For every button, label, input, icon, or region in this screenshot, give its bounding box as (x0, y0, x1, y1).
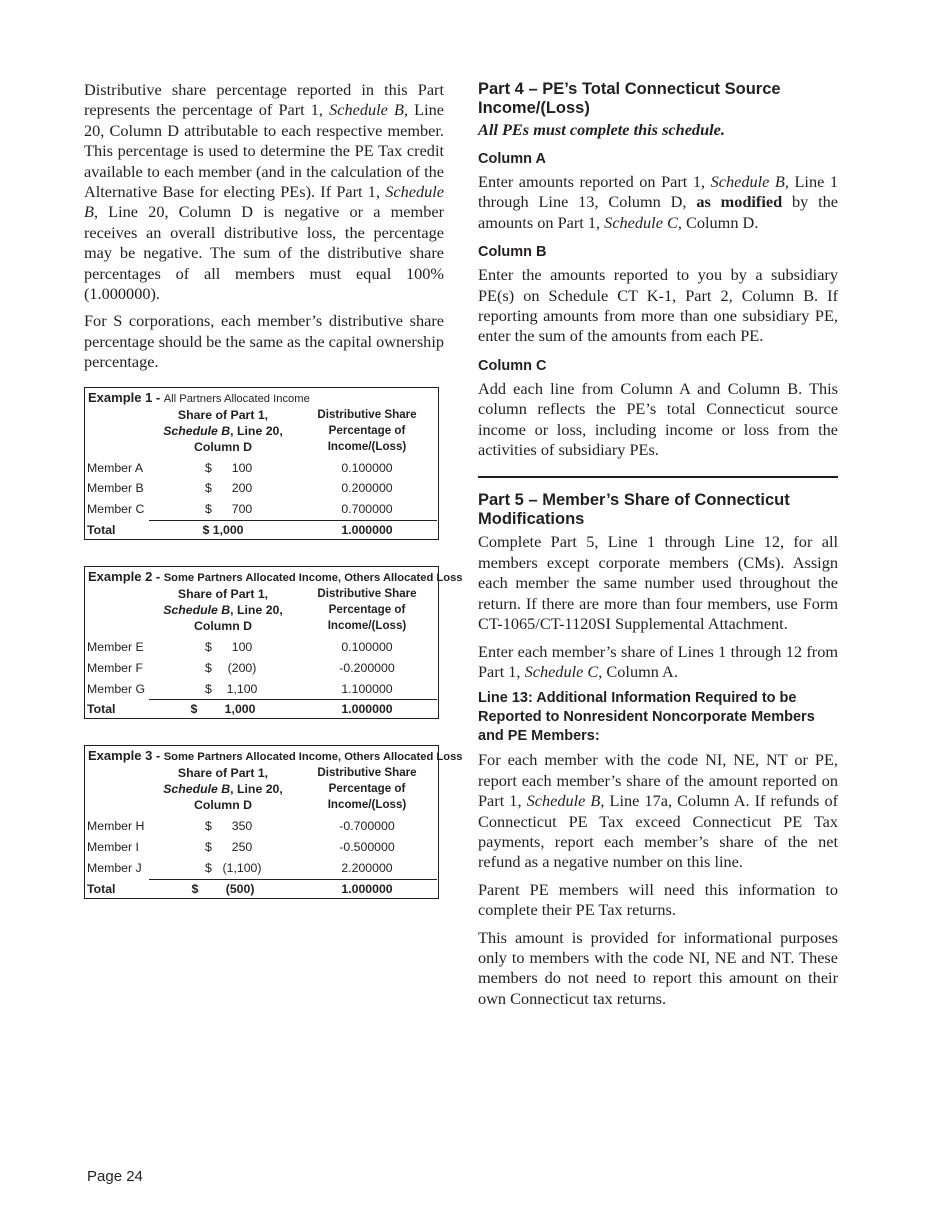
column-c-text: Add each line from Column A and Column B. This column reflects the PE’s total Connecticut source income or loss, including income or loss from the activities of subsidiary PEs. (478, 378, 838, 460)
part-5-heading: Part 5 – Member’s Share of Connecticut Modifications (478, 491, 790, 529)
right-column (478, 80, 838, 1016)
line-13-heading: Line 13: Additional Information Required to be Reported to Nonresident Noncorporate Members and PE Members: (478, 690, 815, 745)
table-header: Share of Part 1, Schedule B, Line 20, Column D Distributive Share Percentage of Income/(Loss) (163, 587, 417, 634)
column-b-heading: Column B (478, 244, 547, 261)
example-title: Example 1 - All Partners Allocated Income (88, 389, 310, 405)
page-number: Page 24 (87, 1168, 143, 1185)
left-column (84, 80, 463, 925)
table-total-row: Total $ 1,000 1.000000 (85, 520, 438, 539)
table-header: Share of Part 1, Schedule B, Line 20, Column D Distributive Share Percentage of Income/(Loss) (163, 407, 417, 454)
column-a-heading: Column A (478, 151, 546, 167)
line-13-paragraph-2: Parent PE members will need this information to complete their PE Tax returns. (478, 879, 838, 920)
part-5-paragraph-2: Enter each member’s share of Lines 1 through 12 from Part 1, Schedule C, Column A. (478, 641, 838, 681)
table-total-row: Total $ 1,000 1.000000 (85, 699, 438, 718)
table-row: Member G $ 1,100 1.100000 (87, 681, 393, 696)
example-title: Example 3 - Some Partners Allocated Income, Others Allocated Loss (88, 748, 463, 764)
section-divider (478, 476, 838, 478)
distributive-share-paragraph: Distributive share percentage reported in this Part represents the percentage of Part 1, Schedule B, Line 20, Column D attributable to each respective member. This percentage is used to determine the PE Tax credit available to each member (and in the calculation of the Alternative Base for electing PEs). If Part 1, Schedule B, Line 20, Column D is negative or a member receives an overall distributive loss, the percentage may be negative. The sum of the distributive share percentages of all members must equal 100% (1.000000). (84, 80, 445, 304)
table-header: Share of Part 1, Schedule B, Line 20, Column D Distributive Share Percentage of Income/(Loss) (163, 766, 417, 813)
part-5-paragraph-1: Complete Part 5, Line 1 through Line 12, for all members except corporate members (CMs). Assign each member the same number used throughout the return. If there are more than four members, use Form CT-1065/CT-1120SI Supplemental Attachment. (478, 532, 838, 634)
part-4-note: All PEs must complete this schedule. (478, 120, 725, 139)
table-row: Member E $ 100 0.100000 (87, 640, 393, 655)
table-row: Member J $ (1,100) 2.200000 (87, 861, 393, 876)
line-13-paragraph-3: This amount is provided for informational purposes only to members with the code NI, NE and NT. These members do not need to report this amount on their own Connecticut tax returns. (478, 927, 838, 1008)
table-row: Member H $ 350 -0.700000 (87, 819, 395, 834)
table-row: Member F $ (200) -0.200000 (87, 660, 395, 675)
table-row: Member C $ 700 0.700000 (87, 502, 393, 517)
table-row: Member B $ 200 0.200000 (87, 481, 393, 496)
example-title: Example 2 - Some Partners Allocated Income, Others Allocated Loss (88, 569, 463, 585)
table-row: Member A $ 100 0.100000 (87, 460, 393, 475)
part-4-heading: Part 4 – PE’s Total Connecticut Source Income/(Loss) (478, 80, 781, 117)
column-c-heading: Column C (478, 357, 547, 374)
example-1-table (84, 387, 439, 540)
table-total-row: Total $ (500) 1.000000 (85, 879, 438, 898)
table-row: Member I $ 250 -0.500000 (87, 840, 395, 855)
s-corporation-paragraph: For S corporations, each member’s distributive share percentage should be the same as the capital ownership percentage. (84, 311, 444, 372)
column-a-text: Enter amounts reported on Part 1, Schedule B, Line 1 through Line 13, Column D, as modified by the amounts on Part 1, Schedule C, Column D. (478, 172, 839, 232)
example-3-table (84, 745, 463, 898)
line-13-paragraph-1: For each member with the code NI, NE, NT or PE, report each member’s share of the amount reported on Part 1, Schedule B, Line 17a, Column A. If refunds of Connecticut PE Tax exceed Connecticut PE Tax payments, report each member’s share of the net refund as a negative number on this line. (478, 750, 839, 872)
column-b-text: Enter the amounts reported to you by a subsidiary PE(s) on Schedule CT K-1, Part 2, Column B. If reporting amounts from more than one subsidiary PE, enter the sum of the amounts from each PE. (478, 265, 838, 346)
example-2-table (84, 566, 463, 719)
